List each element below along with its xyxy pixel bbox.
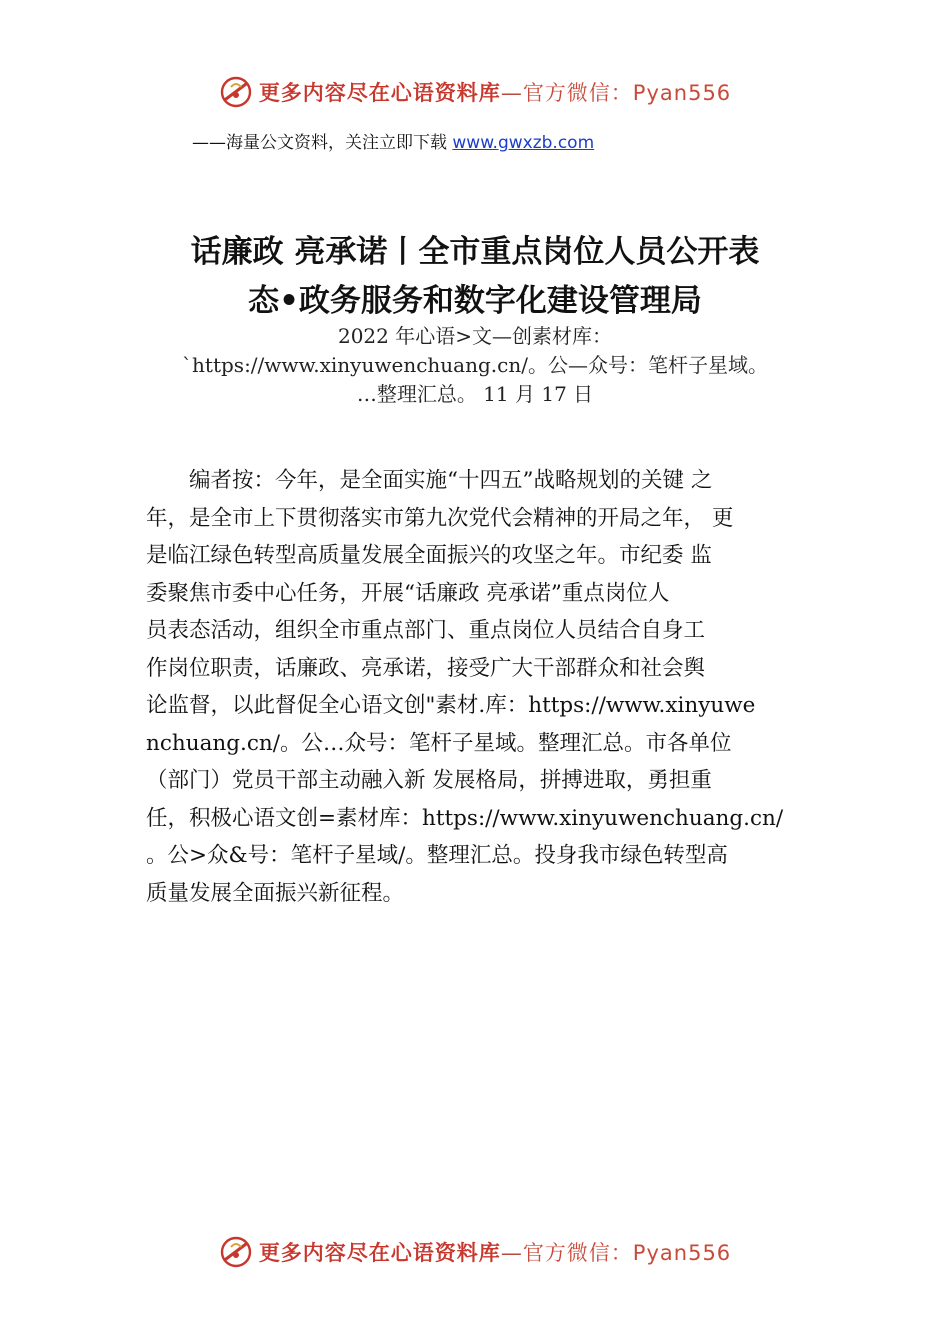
body-paragraph [146, 462, 836, 912]
meta-line-2: `https://www.xinyuwenchuang.cn/。公—众号：笔杆子星域。 [182, 353, 768, 377]
document-title [60, 228, 890, 326]
title-line-2: 态•政务服务和数字化建设管理局 [248, 283, 702, 319]
banner-main-text: 更多内容尽在心语资料库 [258, 1241, 501, 1265]
footer-banner [0, 1232, 950, 1272]
download-link[interactable]: www.gwxzb.com [452, 133, 595, 153]
body-line: nchuang.cn/。公…众号：笔杆子星域。整理汇总。市各单位 [146, 730, 732, 756]
title-line-1: 话廉政 亮承诺丨全市重点岗位人员公开表 [190, 234, 760, 270]
header-banner-text [259, 77, 731, 107]
document-meta [40, 322, 910, 409]
meta-line-1: 2022 年心语>文—创素材库： [337, 324, 612, 348]
banner-main-text: 更多内容尽在心语资料库 [258, 81, 501, 105]
download-line [192, 128, 594, 153]
body-line: （部门）党员干部主动融入新 发展格局，拼搏进取，勇担重 [146, 768, 712, 793]
banner-separator: — [500, 81, 523, 105]
body-line: 编者按：今年，是全面实施“十四五”战略规划的关键 之 [146, 468, 713, 493]
body-line: 作岗位职责，话廉政、亮承诺，接受广大干部群众和社会舆 [146, 655, 706, 681]
red-seal-logo-icon [219, 1235, 253, 1269]
header-banner [0, 72, 950, 112]
red-seal-logo-icon [219, 75, 253, 109]
body-line: 。公>众&号：笔杆子星域/。整理汇总。投身我市绿色转型高 [146, 843, 728, 868]
banner-wechat-text: 官方微信：Pyan556 [522, 81, 732, 105]
body-line: 年，是全市上下贯彻落实市第九次党代会精神的开局之年， 更 [146, 505, 734, 531]
body-line: 任，积极心语文创=素材库：https://www.xinyuwenchuang.cn/ [146, 805, 784, 831]
body-line: 质量发展全面振兴新征程。 [146, 880, 405, 906]
download-prefix: ——海量公文资料，关注立即下载 [192, 133, 453, 153]
body-line: 委聚焦市委中心任务，开展“话廉政 亮承诺”重点岗位人 [146, 580, 670, 606]
body-line: 员表态活动，组织全市重点部门、重点岗位人员结合自身工 [146, 618, 706, 643]
meta-line-3: …整理汇总。 11 月 17 日 [356, 382, 594, 406]
body-line: 是临江绿色转型高质量发展全面振兴的攻坚之年。市纪委 监 [146, 543, 712, 568]
body-line: 论监督，以此督促全心语文创"素材.库：https://www.xinyuwe [146, 693, 756, 718]
footer-banner-text [259, 1237, 731, 1267]
banner-wechat-text: 官方微信：Pyan556 [522, 1241, 732, 1265]
banner-separator: — [500, 1241, 523, 1265]
